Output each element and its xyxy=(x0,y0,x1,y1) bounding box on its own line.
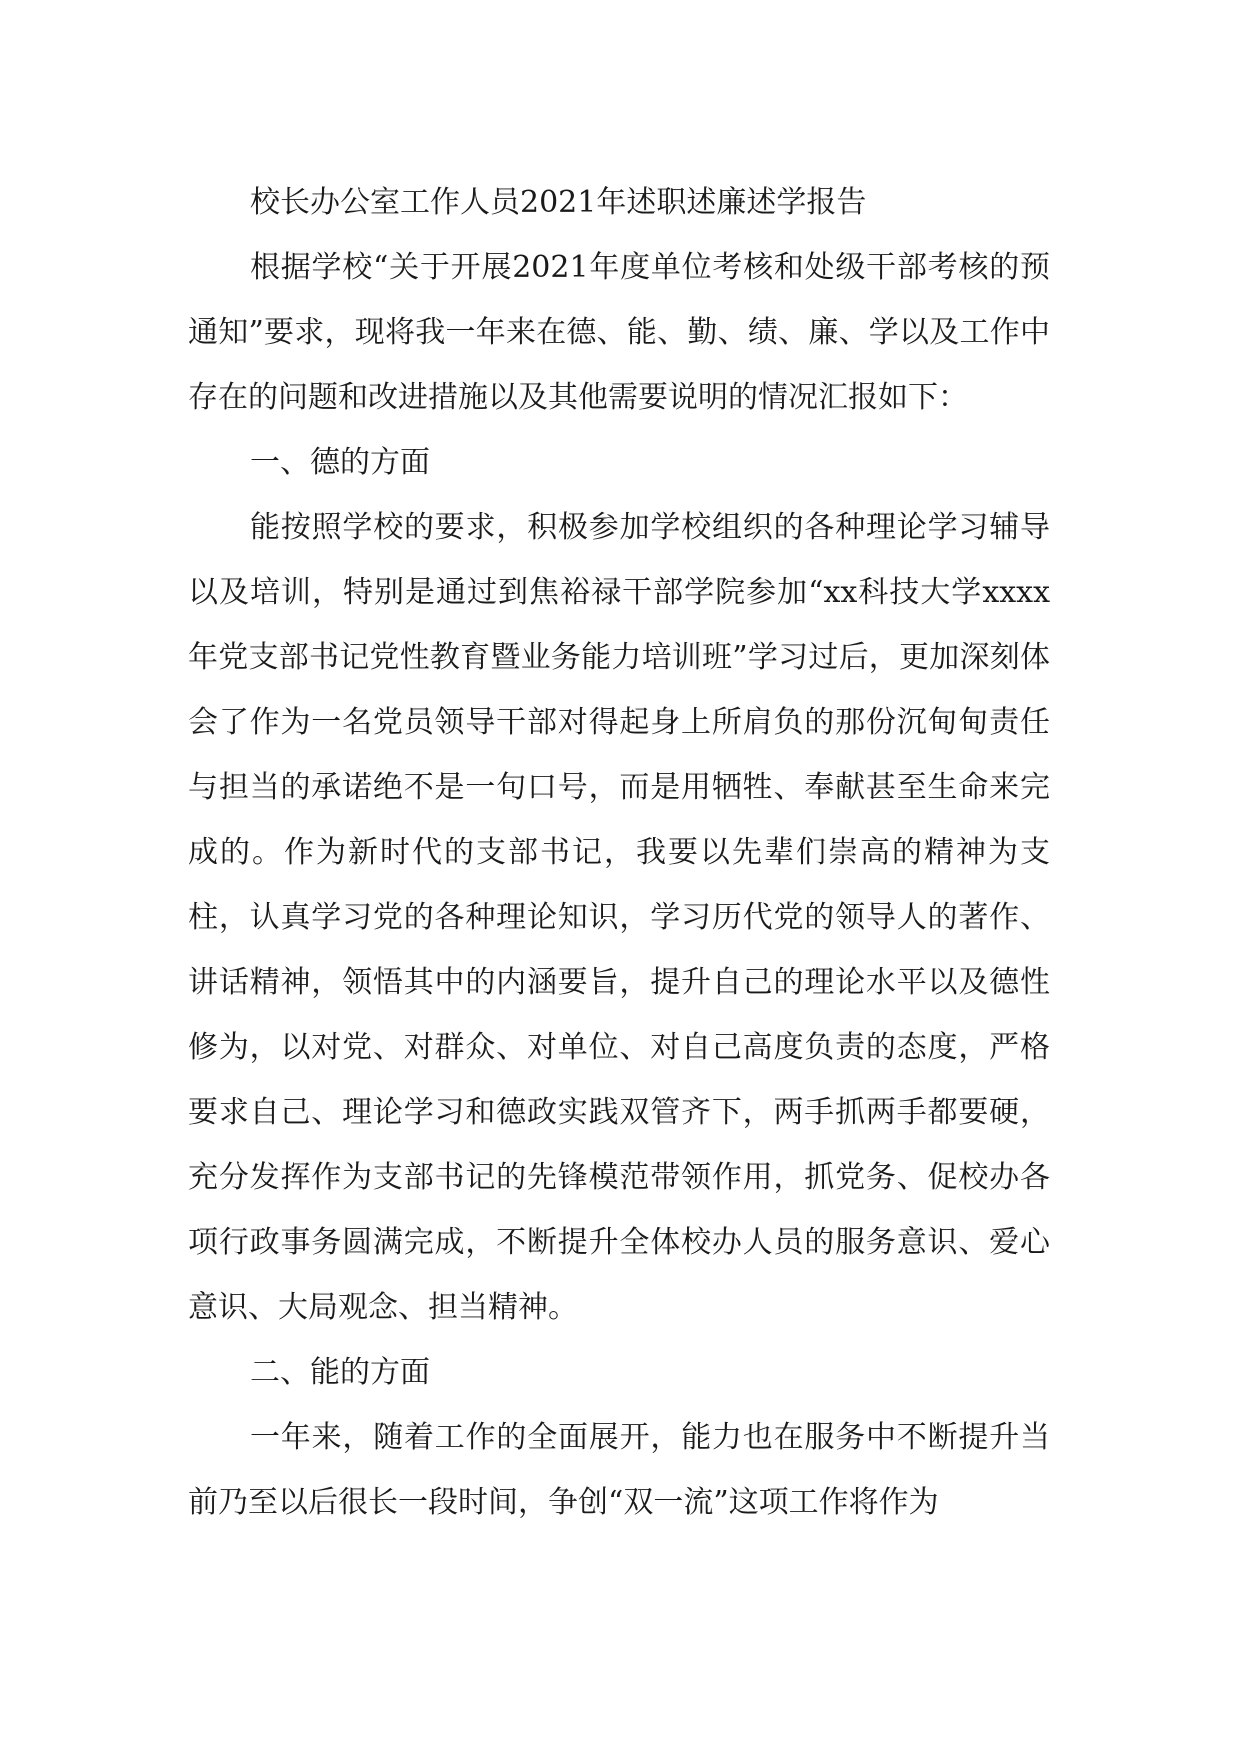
paragraph-morality: 能按照学校的要求，积极参加学校组织的各种理论学习辅导以及培训，特别是通过到焦裕禄干部学院参加“xx科技大学xxxx年党支部书记党性教育暨业务能力培训班”学习过后，更加深刻体会了作为一名党员领导干部对得起身上所肩负的那份沉甸甸责任与担当的承诺绝不是一句口号，而是用牺牲、奉献甚至生命来完成的。作为新时代的支部书记，我要以先辈们崇高的精神为支柱，认真学习党的各种理论知识，学习历代党的领导人的著作、讲话精神，领悟其中的内涵要旨，提升自己的理论水平以及德性修为，以对党、对群众、对单位、对自己高度负责的态度，严格要求自己、理论学习和德政实践双管齐下，两手抓两手都要硬，充分发挥作为支部书记的先锋模范带领作用，抓党务、促校办各项行政事务圆满完成，不断提升全体校办人员的服务意识、爱心意识、大局观念、担当精神。 xyxy=(188,510,1050,1325)
document-body xyxy=(188,170,1050,1535)
paragraph-intro: 根据学校“关于开展2021年度单位考核和处级干部考核的预通知”要求，现将我一年来在德、能、勤、绩、廉、学以及工作中存在的问题和改进措施以及其他需要说明的情况汇报如下： xyxy=(188,250,1050,415)
section-heading-morality: 一、德的方面 xyxy=(250,445,430,480)
paragraph-ability: 一年来，随着工作的全面展开，能力也在服务中不断提升当前乃至以后很长一段时间，争创“双一流”这项工作将作为 xyxy=(188,1420,1050,1520)
document-title: 校长办公室工作人员2021年述职述廉述学报告 xyxy=(250,185,867,220)
section-heading-ability: 二、能的方面 xyxy=(250,1355,430,1390)
